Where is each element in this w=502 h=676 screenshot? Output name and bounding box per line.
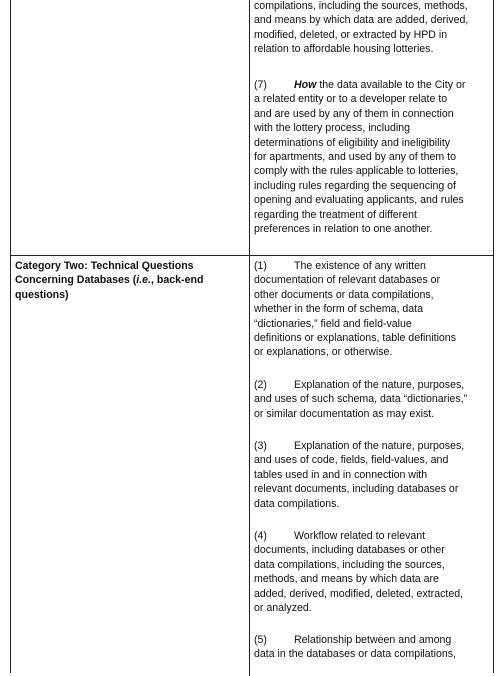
text-line: or similar documentation as may exist. bbox=[254, 407, 435, 420]
text-line bbox=[254, 529, 463, 543]
text-fragment: Relationship between and among bbox=[294, 634, 452, 646]
item-7-paragraph bbox=[254, 78, 465, 236]
text-line: for apartments, and used by any of them to bbox=[254, 151, 456, 164]
item-number: (5) bbox=[254, 634, 267, 646]
column-divider bbox=[249, 0, 250, 255]
continuation-paragraph bbox=[254, 0, 468, 57]
text-line: comply with the rules applicable to lotteries, bbox=[254, 165, 459, 178]
table-row bbox=[11, 0, 493, 256]
text-fragment: the data available to the City or bbox=[316, 79, 466, 91]
text-fragment: Explanation of the nature, purposes, bbox=[294, 379, 465, 391]
item-4-paragraph bbox=[254, 529, 463, 615]
text-line: opening and evaluating applicants, and rules bbox=[254, 194, 464, 207]
text-line: with the lottery process, including bbox=[254, 122, 411, 135]
text-line bbox=[254, 439, 464, 453]
text-line: or analyzed. bbox=[254, 602, 312, 615]
text-line: and means by which data are added, derived, bbox=[254, 14, 469, 27]
text-line: data compilations, including the sources, bbox=[254, 558, 445, 571]
text-line bbox=[254, 378, 467, 392]
text-line: added, derived, modified, deleted, extracted, bbox=[254, 587, 464, 600]
text-line: and uses of code, fields, field-values, and bbox=[254, 454, 449, 467]
text-line: other documents or data compilations, bbox=[254, 288, 434, 301]
item-number: (3) bbox=[254, 440, 267, 452]
item-3-paragraph bbox=[254, 439, 464, 511]
text-fragment: Workflow related to relevant bbox=[294, 530, 426, 542]
column-divider bbox=[249, 256, 250, 676]
item-number: (2) bbox=[254, 379, 267, 391]
item-2-paragraph bbox=[254, 378, 467, 421]
text-line: whether in the form of schema, data bbox=[254, 303, 423, 316]
text-line: or explanations, or otherwise. bbox=[254, 346, 393, 359]
document-table bbox=[10, 0, 494, 673]
item-5-paragraph bbox=[254, 633, 456, 662]
emphasis-word: How bbox=[294, 79, 317, 91]
table-row bbox=[11, 256, 493, 676]
text-fragment: Explanation of the nature, purposes, bbox=[294, 440, 465, 452]
text-line: a related entity or to a developer relate to bbox=[254, 93, 448, 106]
text-line: determinations of eligibility and ineligibility bbox=[254, 136, 451, 149]
text-line bbox=[254, 78, 465, 92]
text-line: data in the databases or data compilations, bbox=[254, 648, 457, 661]
text-line: modified, deleted, or extracted by HPD in bbox=[254, 28, 448, 41]
category-title bbox=[15, 259, 203, 302]
text-line: regarding the treatment of different bbox=[254, 208, 417, 221]
text-line: tables used in and in connection with bbox=[254, 468, 428, 481]
text-fragment: Concerning Databases ( bbox=[15, 274, 137, 287]
item-number: (4) bbox=[254, 530, 267, 542]
text-line: and are used by any of them in connection bbox=[254, 107, 454, 120]
category-title-line: Category Two: Technical Questions bbox=[15, 260, 194, 272]
text-line: documentation of relevant databases or bbox=[254, 274, 441, 287]
text-line: compilations, including the sources, methods, bbox=[254, 0, 468, 12]
item-1-paragraph bbox=[254, 259, 456, 360]
text-line bbox=[254, 259, 456, 273]
text-line: documents, including databases or other bbox=[254, 544, 445, 557]
text-line: including rules regarding the sequencing of bbox=[254, 179, 457, 192]
text-line: data compilations. bbox=[254, 497, 340, 510]
text-line: “dictionaries,” field and field-value bbox=[254, 317, 412, 330]
text-line: definitions or explanations, table definitions bbox=[254, 332, 457, 345]
text-line: methods, and means by which data are bbox=[254, 573, 439, 586]
category-title-line: questions) bbox=[15, 288, 69, 301]
text-line: and uses of such schema, data “dictionaries,” bbox=[254, 393, 468, 406]
text-line bbox=[254, 633, 456, 647]
text-fragment: , back-end bbox=[151, 274, 204, 287]
text-line: preferences in relation to one another. bbox=[254, 223, 433, 236]
text-fragment-italic: i.e. bbox=[136, 274, 152, 287]
item-number: (7) bbox=[254, 79, 267, 91]
text-line: relevant documents, including databases or bbox=[254, 483, 459, 496]
text-fragment: The existence of any written bbox=[294, 260, 426, 272]
item-number: (1) bbox=[254, 260, 267, 272]
text-line: relation to affordable housing lotteries. bbox=[254, 43, 434, 56]
category-title-line bbox=[15, 273, 203, 287]
